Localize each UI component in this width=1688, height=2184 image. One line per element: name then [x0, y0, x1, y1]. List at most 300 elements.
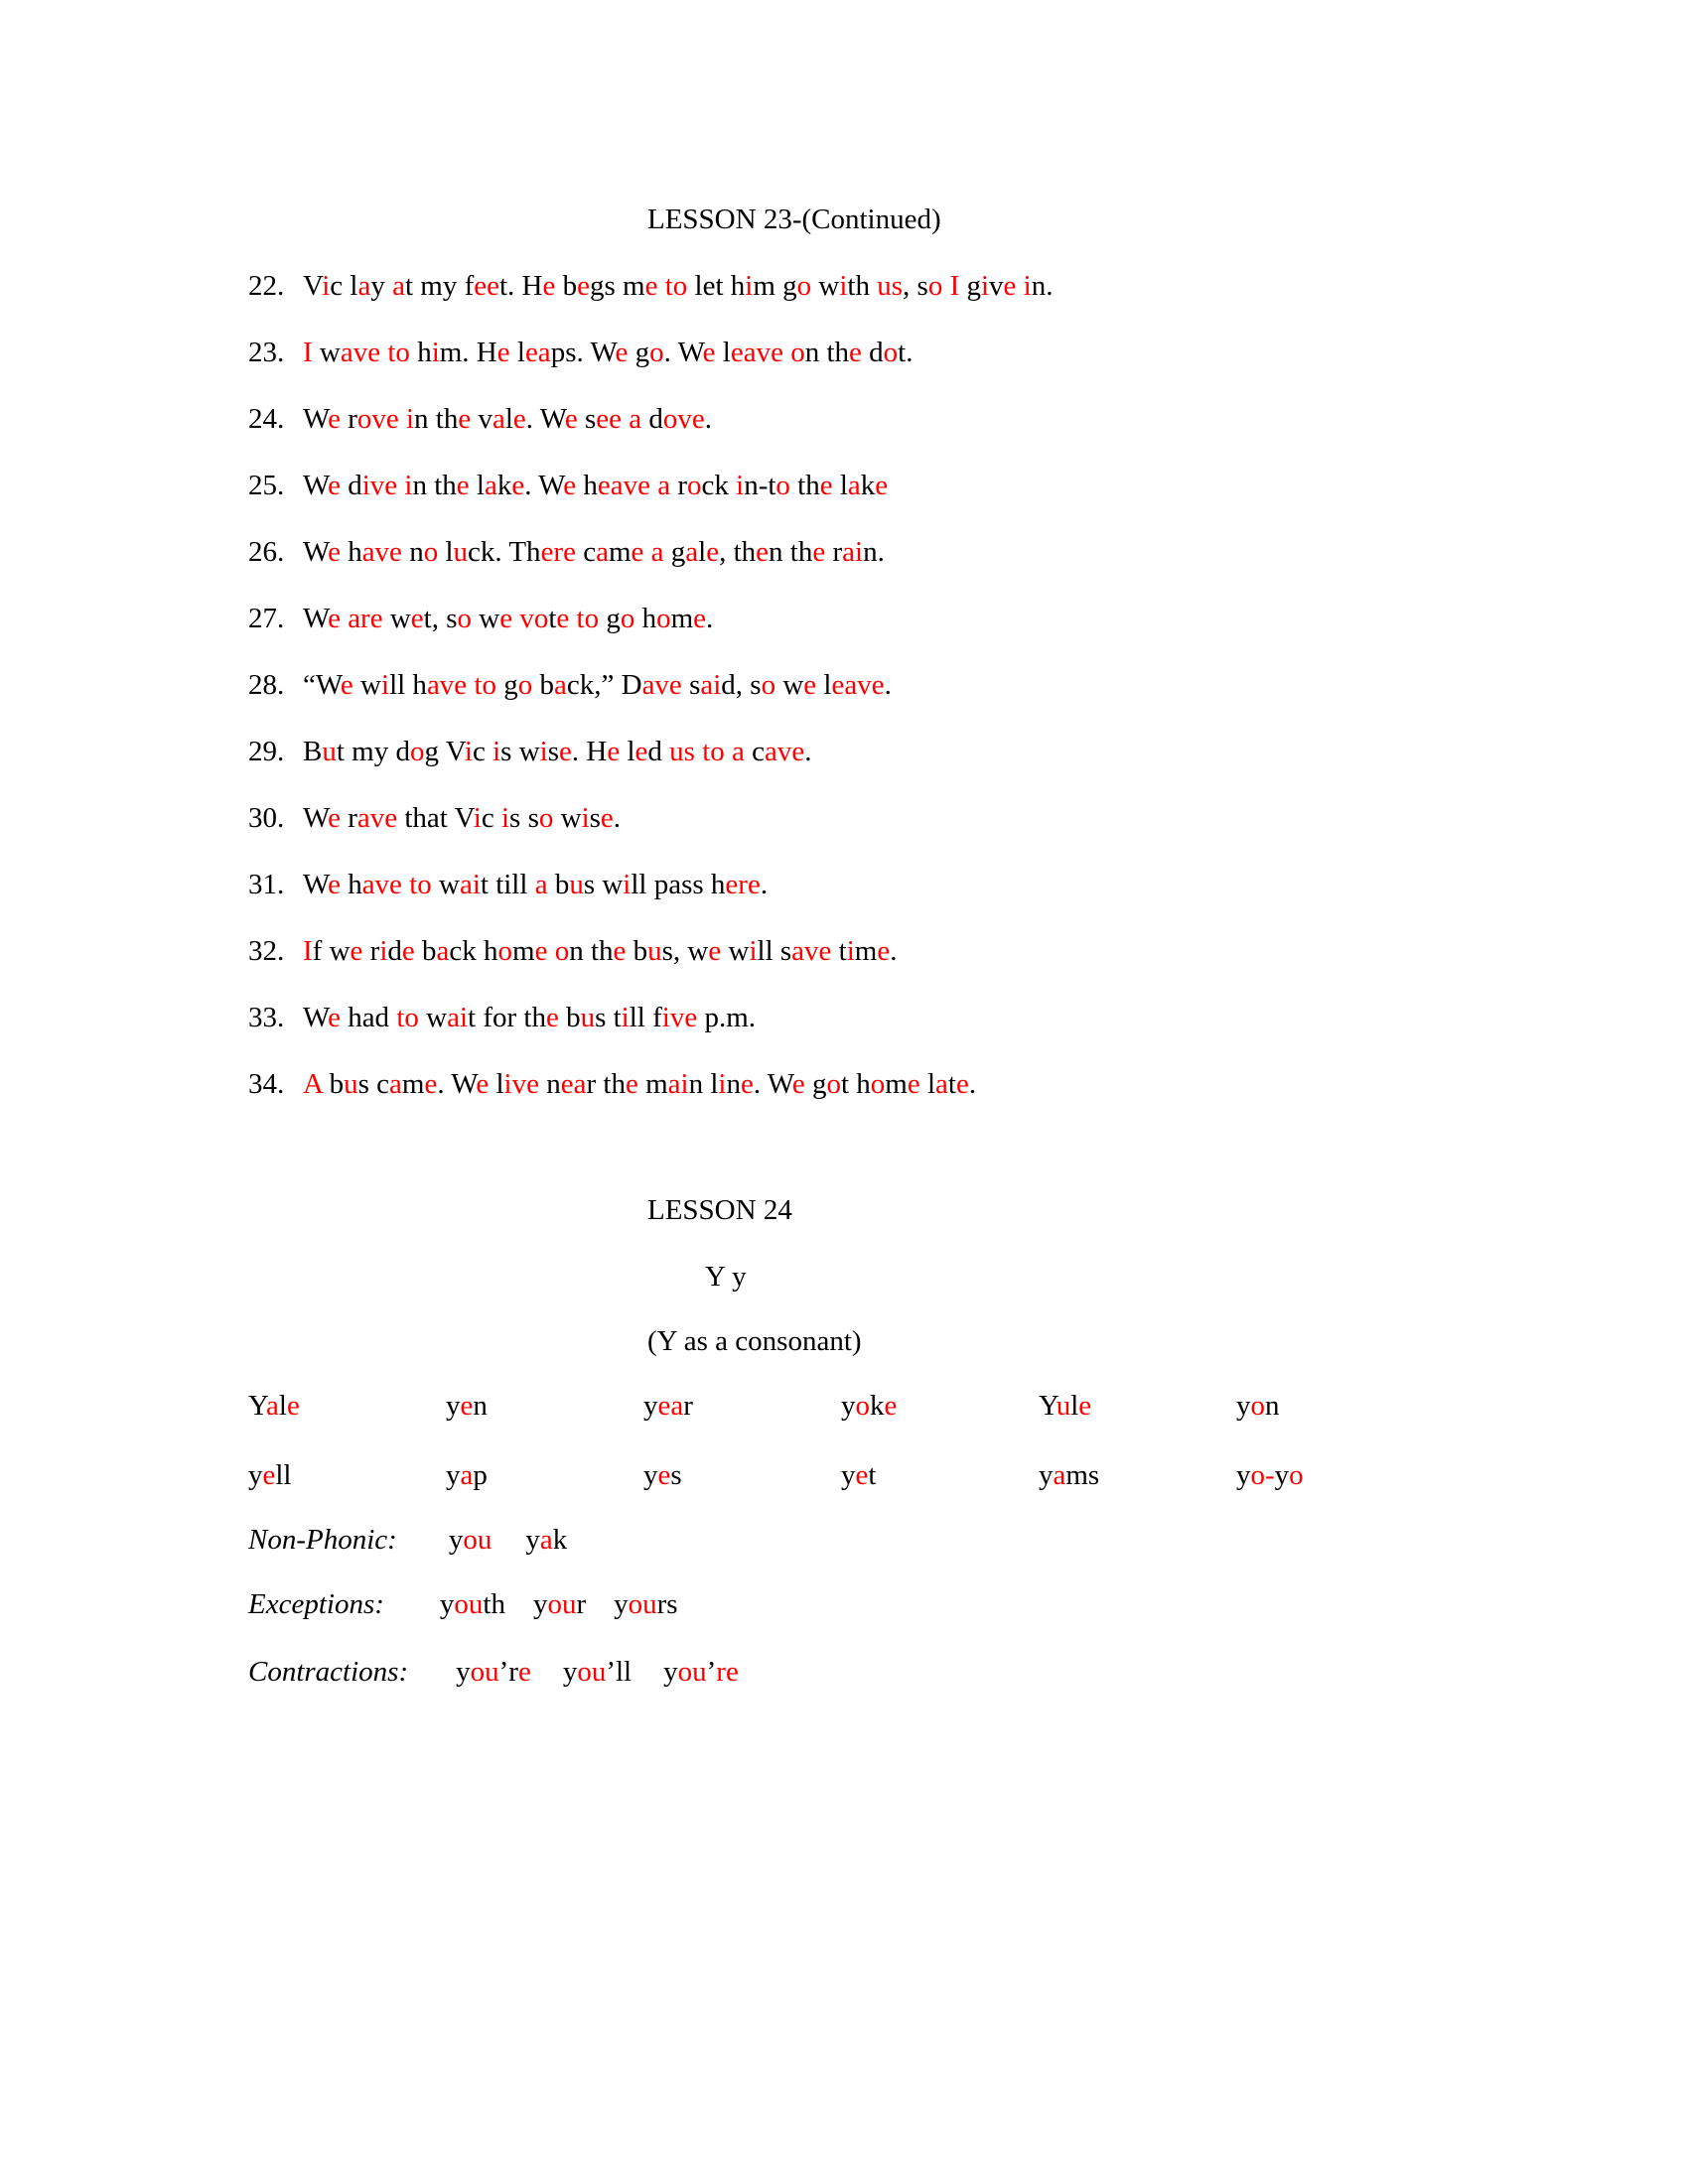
red-letter-run: ive [661, 1002, 698, 1033]
black-letter-run: s t [595, 1002, 622, 1033]
red-letter-run: e [625, 1068, 638, 1100]
red-letter-run: i [718, 1068, 727, 1100]
red-letter-run: u [344, 1068, 358, 1100]
sentence-text [303, 1068, 976, 1101]
red-letter-run: i [839, 270, 848, 302]
black-letter-run: t my f [404, 270, 475, 302]
black-letter-run: s [681, 669, 701, 701]
black-letter-run: b [558, 1002, 581, 1033]
black-letter-run: t [831, 935, 847, 967]
black-letter-run: s, w [661, 935, 709, 967]
black-letter-run: t. H [498, 270, 543, 302]
red-letter-run: a [935, 1068, 948, 1100]
red-letter-run: o [855, 1390, 870, 1422]
black-letter-run: l [919, 1068, 936, 1100]
word-item [563, 1656, 632, 1688]
red-letter-run: ai [700, 669, 722, 701]
word-item [1236, 1459, 1434, 1492]
red-letter-run: i [404, 470, 413, 501]
black-letter-run: s [670, 1459, 682, 1491]
red-letter-run: e [564, 403, 578, 435]
word-grid-row-1 [248, 1390, 1434, 1423]
black-letter-run: b [322, 1068, 345, 1100]
black-letter-run: y [248, 1459, 263, 1491]
red-letter-run: ai [459, 869, 481, 900]
red-letter-run: ou [470, 1656, 499, 1688]
red-letter-run: i [464, 736, 473, 767]
red-letter-run: o [796, 270, 812, 302]
red-letter-run: e [706, 536, 720, 568]
red-letter-run: e [756, 536, 770, 568]
black-letter-run: y [1236, 1459, 1251, 1491]
red-letter-run: e [875, 470, 889, 501]
black-letter-run: W [303, 403, 329, 435]
red-letter-run: o [620, 603, 635, 634]
red-letter-run: i [379, 935, 388, 967]
sentence-row [248, 1002, 756, 1034]
word-item [533, 1588, 586, 1620]
red-letter-run: i [539, 736, 548, 767]
sentence-text [303, 669, 892, 702]
black-letter-run: . W [753, 1068, 792, 1100]
red-letter-run: e [340, 669, 353, 701]
row-label: Contractions: [248, 1656, 409, 1688]
red-letter-run: e [328, 1002, 341, 1033]
red-letter-run: u [580, 1002, 596, 1033]
sentence-number: 30. [248, 802, 285, 834]
red-letter-run: e [819, 470, 833, 501]
black-letter-run: m [670, 603, 694, 634]
black-letter-run: y [663, 1656, 678, 1688]
black-letter-run: n. [863, 536, 885, 568]
red-letter-run: ere [540, 536, 576, 568]
red-letter-run: a [732, 736, 745, 767]
red-letter-run: e [328, 802, 341, 834]
red-letter-run: a [392, 270, 405, 302]
red-letter-run: ere [725, 869, 761, 900]
black-letter-run: c [481, 802, 501, 834]
sentence-number: 33. [248, 1002, 285, 1033]
red-letter-run: us [877, 270, 904, 302]
black-letter-run: c [575, 536, 597, 568]
word-item [1039, 1459, 1236, 1492]
sentence-row [248, 337, 913, 369]
black-letter-run: y [1274, 1459, 1290, 1491]
black-letter-run: t, s [423, 603, 458, 634]
red-letter-run: ai [667, 1068, 689, 1100]
red-letter-run: e [657, 1459, 671, 1491]
sentence-number: 28. [248, 669, 285, 701]
black-letter-run: let h [687, 270, 746, 302]
word-item [440, 1588, 505, 1620]
red-letter-run: a [650, 536, 664, 568]
black-letter-run: b [532, 669, 554, 701]
black-letter-run: , s [903, 270, 928, 302]
black-letter-run: . W [437, 1068, 477, 1100]
black-letter-run: ’ [706, 1656, 717, 1688]
red-letter-run: e [512, 403, 526, 435]
lesson24-title: LESSON 24 [647, 1194, 792, 1226]
red-letter-run: ee [474, 270, 499, 302]
red-letter-run: a [1053, 1459, 1066, 1491]
black-letter-run: d [647, 736, 670, 767]
red-letter-run: ea [657, 1390, 684, 1422]
red-letter-run: a [534, 869, 548, 900]
black-letter-run: ll [275, 1459, 292, 1491]
black-letter-run: y [1236, 1390, 1251, 1422]
black-letter-run: d, s [721, 669, 762, 701]
sentence-row [248, 603, 713, 635]
sentence-number: 27. [248, 603, 285, 634]
black-letter-run: m [608, 536, 632, 568]
red-letter-run: o [1289, 1459, 1304, 1491]
lesson24-note: (Y as a consonant) [647, 1325, 862, 1357]
black-letter-run: p [473, 1459, 488, 1491]
black-letter-run: h [340, 536, 362, 568]
red-letter-run: to [409, 869, 432, 900]
red-letter-run: o [497, 935, 513, 967]
black-letter-run: Y [1039, 1390, 1056, 1422]
black-letter-run: l [816, 669, 832, 701]
red-letter-run: e [955, 1068, 969, 1100]
black-letter-run: l [698, 536, 707, 568]
sentence-number: 22. [248, 270, 285, 302]
black-letter-run: r [670, 470, 688, 501]
black-letter-run: w [431, 869, 460, 900]
row-label: Exceptions: [248, 1588, 384, 1620]
red-letter-run: e [458, 403, 472, 435]
red-letter-run: ave [791, 935, 832, 967]
black-letter-run: l [278, 1390, 287, 1422]
red-letter-run: ave [765, 736, 805, 767]
word-item [449, 1524, 492, 1556]
black-letter-run: r [683, 1390, 693, 1422]
sentence-text [303, 869, 768, 901]
red-letter-run: e [350, 935, 363, 967]
black-letter-run: k [552, 1524, 568, 1556]
black-letter-run: l [620, 736, 635, 767]
red-letter-run: vo [519, 603, 549, 634]
black-letter-run: ll f [629, 1002, 662, 1033]
black-letter-run: ll s [757, 935, 792, 967]
black-letter-run: k [496, 470, 512, 501]
black-letter-run: . W [524, 470, 564, 501]
red-letter-run: to [474, 669, 496, 701]
word-item [841, 1390, 1039, 1423]
black-letter-run: d [340, 470, 362, 501]
black-letter-run: “W [303, 669, 341, 701]
red-letter-run: e [286, 1390, 300, 1422]
red-letter-run: ou [454, 1588, 484, 1620]
red-letter-run: o [517, 669, 533, 701]
red-letter-run: i [623, 869, 632, 900]
red-letter-run: ave [340, 337, 381, 368]
black-letter-run: w [382, 603, 411, 634]
red-letter-run: a [266, 1390, 279, 1422]
red-letter-run: I [303, 337, 313, 368]
black-letter-run: w [472, 603, 500, 634]
red-letter-run: i [322, 270, 331, 302]
red-letter-run: i [621, 1002, 630, 1033]
black-letter-run: y [456, 1656, 471, 1688]
red-letter-run: re [716, 1656, 739, 1688]
black-letter-run: . H [571, 736, 608, 767]
black-letter-run: g [599, 603, 621, 634]
black-letter-run: th [789, 470, 820, 501]
red-letter-run: to [664, 270, 688, 302]
red-letter-run: e [410, 603, 424, 634]
red-letter-run: i [473, 802, 482, 834]
black-letter-run: b [414, 935, 437, 967]
red-letter-run: a [847, 470, 861, 501]
word-item [841, 1459, 1039, 1492]
black-letter-run: W [303, 869, 329, 900]
red-letter-run: e [456, 470, 470, 501]
red-letter-run: i [492, 736, 501, 767]
black-letter-run: y [370, 270, 393, 302]
black-letter-run: m. H [439, 337, 497, 368]
black-letter-run: n l [688, 1068, 719, 1100]
red-letter-run: i [431, 337, 440, 368]
row-label: Non-Phonic: [248, 1524, 397, 1556]
black-letter-run: n [726, 1068, 741, 1100]
black-letter-run [547, 935, 554, 967]
sentence-text [303, 1002, 756, 1034]
red-letter-run: e [559, 736, 572, 767]
black-letter-run: l [469, 470, 485, 501]
black-letter-run: l [715, 337, 731, 368]
word-item [614, 1588, 677, 1620]
sentence-row [248, 935, 897, 968]
black-letter-run: n [401, 536, 424, 568]
red-letter-run: ou [463, 1524, 492, 1556]
red-letter-run: a [357, 270, 371, 302]
sentence-text [303, 802, 621, 835]
red-letter-run: ave [361, 536, 402, 568]
red-letter-run: e [517, 1656, 531, 1688]
red-letter-run: i [736, 470, 745, 501]
red-letter-run: e [740, 1068, 754, 1100]
red-letter-run: i [749, 935, 758, 967]
black-letter-run: h [634, 603, 657, 634]
red-letter-run: ive [503, 1068, 539, 1100]
black-letter-run: y [525, 1524, 540, 1556]
black-letter-run: g [804, 1068, 827, 1100]
red-letter-run: i [500, 802, 510, 834]
red-letter-run: e [534, 935, 548, 967]
red-letter-run: e [328, 869, 341, 900]
red-letter-run: a [657, 470, 671, 501]
red-letter-run: e [328, 536, 341, 568]
red-letter-run: e [496, 337, 510, 368]
black-letter-run: , th [719, 536, 757, 568]
black-letter-run: W [303, 536, 329, 568]
black-letter-run: th [847, 270, 878, 302]
red-letter-run: o [423, 536, 439, 568]
red-letter-run: e [644, 270, 658, 302]
red-letter-run: e [401, 935, 415, 967]
red-letter-run: a [484, 470, 497, 501]
black-letter-run: c l [330, 270, 358, 302]
red-letter-run: e [634, 736, 648, 767]
non-phonic-row [248, 1524, 567, 1557]
black-letter-run: d [641, 403, 663, 435]
black-letter-run: n th [412, 470, 457, 501]
sentence-number: 24. [248, 403, 285, 435]
black-letter-run: m [512, 935, 535, 967]
black-letter-run: . [968, 1068, 977, 1100]
red-letter-run: a [539, 1524, 553, 1556]
black-letter-run: g [959, 270, 981, 302]
black-letter-run [1016, 270, 1023, 302]
red-letter-run: eave [831, 669, 885, 701]
black-letter-run: t [947, 1068, 956, 1100]
word-item [248, 1459, 446, 1492]
black-letter-run: had [340, 1002, 397, 1033]
sentence-text [303, 736, 812, 768]
word-item [643, 1459, 841, 1492]
black-letter-run: ll h [389, 669, 427, 701]
red-letter-run: i [745, 270, 754, 302]
black-letter-run: l [438, 536, 454, 568]
red-letter-run: e [600, 802, 614, 834]
black-letter-run: l [489, 1068, 504, 1100]
black-letter-run: y [643, 1390, 658, 1422]
black-letter-run: m [854, 935, 878, 967]
black-letter-run: y [446, 1459, 461, 1491]
black-letter-run: r [576, 1588, 587, 1620]
black-letter-run: l [509, 337, 525, 368]
black-letter-run: l [504, 403, 513, 435]
red-letter-run: e [499, 603, 513, 634]
red-letter-run: e [613, 935, 627, 967]
black-letter-run: ck,” D [566, 669, 642, 701]
red-letter-run: ou [577, 1656, 607, 1688]
black-letter-run: y [532, 1588, 548, 1620]
black-letter-run: n th [804, 337, 850, 368]
black-letter-run: g [663, 536, 686, 568]
black-letter-run: y [448, 1524, 464, 1556]
black-letter-run: n [473, 1390, 488, 1422]
black-letter-run: w [418, 1002, 448, 1033]
red-letter-run: e [1003, 270, 1017, 302]
black-letter-run: n-t [744, 470, 776, 501]
red-letter-run: e [791, 1068, 805, 1100]
contractions-row [248, 1656, 739, 1689]
red-letter-run: eave [597, 470, 650, 501]
black-letter-run: n [538, 1068, 561, 1100]
red-letter-run: o [761, 669, 776, 701]
black-letter-run: d [387, 935, 402, 967]
red-letter-run: u [569, 869, 584, 900]
black-letter-run: n th [569, 935, 614, 967]
black-letter-run: . [706, 603, 714, 634]
red-letter-run: e [884, 1390, 898, 1422]
black-letter-run: ll pass h [631, 869, 726, 900]
red-letter-run: e [328, 603, 341, 634]
word-grid-row-2 [248, 1459, 1434, 1492]
black-letter-run: h [409, 337, 432, 368]
red-letter-run: e [328, 470, 341, 501]
red-letter-run: o [656, 603, 671, 634]
red-letter-run: to [396, 1002, 419, 1033]
black-letter-run: gs m [589, 270, 645, 302]
red-letter-run: e [812, 536, 826, 568]
black-letter-run: r [825, 536, 843, 568]
sentence-number: 32. [248, 935, 285, 967]
black-letter-run: ’ll [606, 1656, 633, 1688]
black-letter-run: ’r [498, 1656, 518, 1688]
sentence-text [303, 470, 888, 502]
black-letter-run: . [613, 802, 622, 834]
black-letter-run: b [555, 270, 578, 302]
black-letter-run: f w [312, 935, 351, 967]
red-letter-run: e [849, 337, 862, 368]
red-letter-run: e [577, 270, 590, 302]
word-item [248, 1390, 446, 1423]
red-letter-run: e [542, 270, 556, 302]
sentence-number: 26. [248, 536, 285, 568]
black-letter-run: s c [357, 1068, 390, 1100]
black-letter-run: d [861, 337, 884, 368]
red-letter-run: o [870, 1068, 886, 1100]
black-letter-run: w [811, 270, 840, 302]
red-letter-run: e [855, 1459, 869, 1491]
red-letter-run: i [1023, 270, 1032, 302]
red-letter-run: ave [641, 669, 682, 701]
red-letter-run: e [693, 603, 707, 634]
red-letter-run: o [883, 337, 899, 368]
sentence-row [248, 802, 621, 835]
black-letter-run: . [704, 403, 712, 435]
red-letter-run: ove [662, 403, 705, 435]
lesson23-title: LESSON 23-(Continued) [647, 204, 941, 235]
black-letter-run: t h [840, 1068, 871, 1100]
black-letter-run: g [628, 337, 650, 368]
red-letter-run: o- [1250, 1459, 1275, 1491]
red-letter-run: e [556, 603, 570, 634]
red-letter-run: i [980, 270, 990, 302]
word-item [456, 1656, 531, 1688]
red-letter-run: e [424, 1068, 438, 1100]
black-letter-run: y [562, 1656, 578, 1688]
red-letter-run: to [576, 603, 600, 634]
red-letter-run: ea [560, 1068, 587, 1100]
sentence-row [248, 669, 892, 702]
red-letter-run: e [328, 403, 341, 435]
black-letter-run: h [576, 470, 598, 501]
word-item [525, 1524, 567, 1556]
black-letter-run: n. [1031, 270, 1054, 302]
black-letter-run: y [841, 1390, 856, 1422]
sentence-text [303, 603, 713, 635]
black-letter-run: s w [583, 869, 624, 900]
black-letter-run: . [890, 935, 898, 967]
red-letter-run: e [803, 669, 817, 701]
black-letter-run: w [312, 337, 341, 368]
red-letter-run: to [387, 337, 410, 368]
red-letter-run: a [436, 935, 450, 967]
red-letter-run: e [563, 470, 577, 501]
sentence-row [248, 536, 885, 569]
black-letter-run: v [471, 403, 492, 435]
red-letter-run: o [1250, 1390, 1265, 1422]
red-letter-run: i [381, 669, 390, 701]
sentence-row [248, 403, 712, 436]
black-letter-run: b [547, 869, 570, 900]
red-letter-run: i [846, 935, 855, 967]
red-letter-run: a [629, 403, 642, 435]
